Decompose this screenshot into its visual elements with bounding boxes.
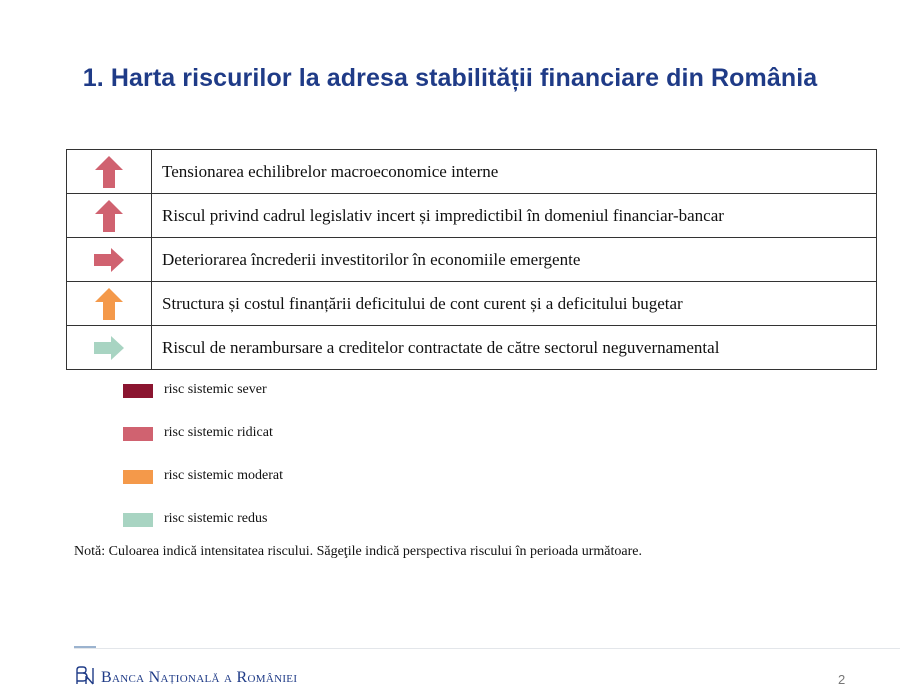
arrow-up-icon [95, 156, 123, 188]
arrow-cell [67, 282, 152, 326]
risk-text: Tensionarea echilibrelor macroeconomice interne [152, 150, 877, 194]
risk-map-table [66, 149, 877, 370]
arrow-cell [67, 238, 152, 282]
arrow-right-icon [94, 248, 124, 272]
risk-text: Riscul privind cadrul legislativ incert și impredictibil în domeniul financiar-bancar [152, 194, 877, 238]
legend-swatch [123, 384, 153, 398]
arrow-cell [67, 150, 152, 194]
table-row [67, 282, 877, 326]
table-row [67, 150, 877, 194]
arrow-cell [67, 194, 152, 238]
arrow-up-icon [95, 288, 123, 320]
bnr-logo-icon [74, 666, 96, 686]
page-number: 2 [838, 672, 846, 687]
arrow-cell [67, 326, 152, 370]
legend-swatch [123, 513, 153, 527]
page-title: 1. Harta riscurilor la adresa stabilității financiare din România [82, 64, 818, 92]
footnote: Notă: Culoarea indică intensitatea riscului. Săgeţile indică perspectiva riscului în perioada următoare. [74, 544, 642, 559]
table-row [67, 326, 877, 370]
legend-swatch [123, 427, 153, 441]
legend-label: risc sistemic sever [164, 382, 267, 397]
risk-text: Deteriorarea încrederii investitorilor în economiile emergente [152, 238, 877, 282]
footer-divider [74, 648, 900, 649]
legend-label: risc sistemic moderat [164, 468, 283, 483]
table-row [67, 194, 877, 238]
legend-label: risc sistemic ridicat [164, 425, 273, 440]
legend-swatch [123, 470, 153, 484]
risk-text: Riscul de nerambursare a creditelor contractate de către sectorul neguvernamental [152, 326, 877, 370]
arrow-up-icon [95, 200, 123, 232]
table-row [67, 238, 877, 282]
footer-accent-line [74, 646, 96, 648]
bank-name: Banca Națională a României [101, 669, 298, 686]
legend-label: risc sistemic redus [164, 511, 268, 526]
arrow-right-icon [94, 336, 124, 360]
risk-text: Structura și costul finanțării deficitului de cont curent și a deficitului bugetar [152, 282, 877, 326]
